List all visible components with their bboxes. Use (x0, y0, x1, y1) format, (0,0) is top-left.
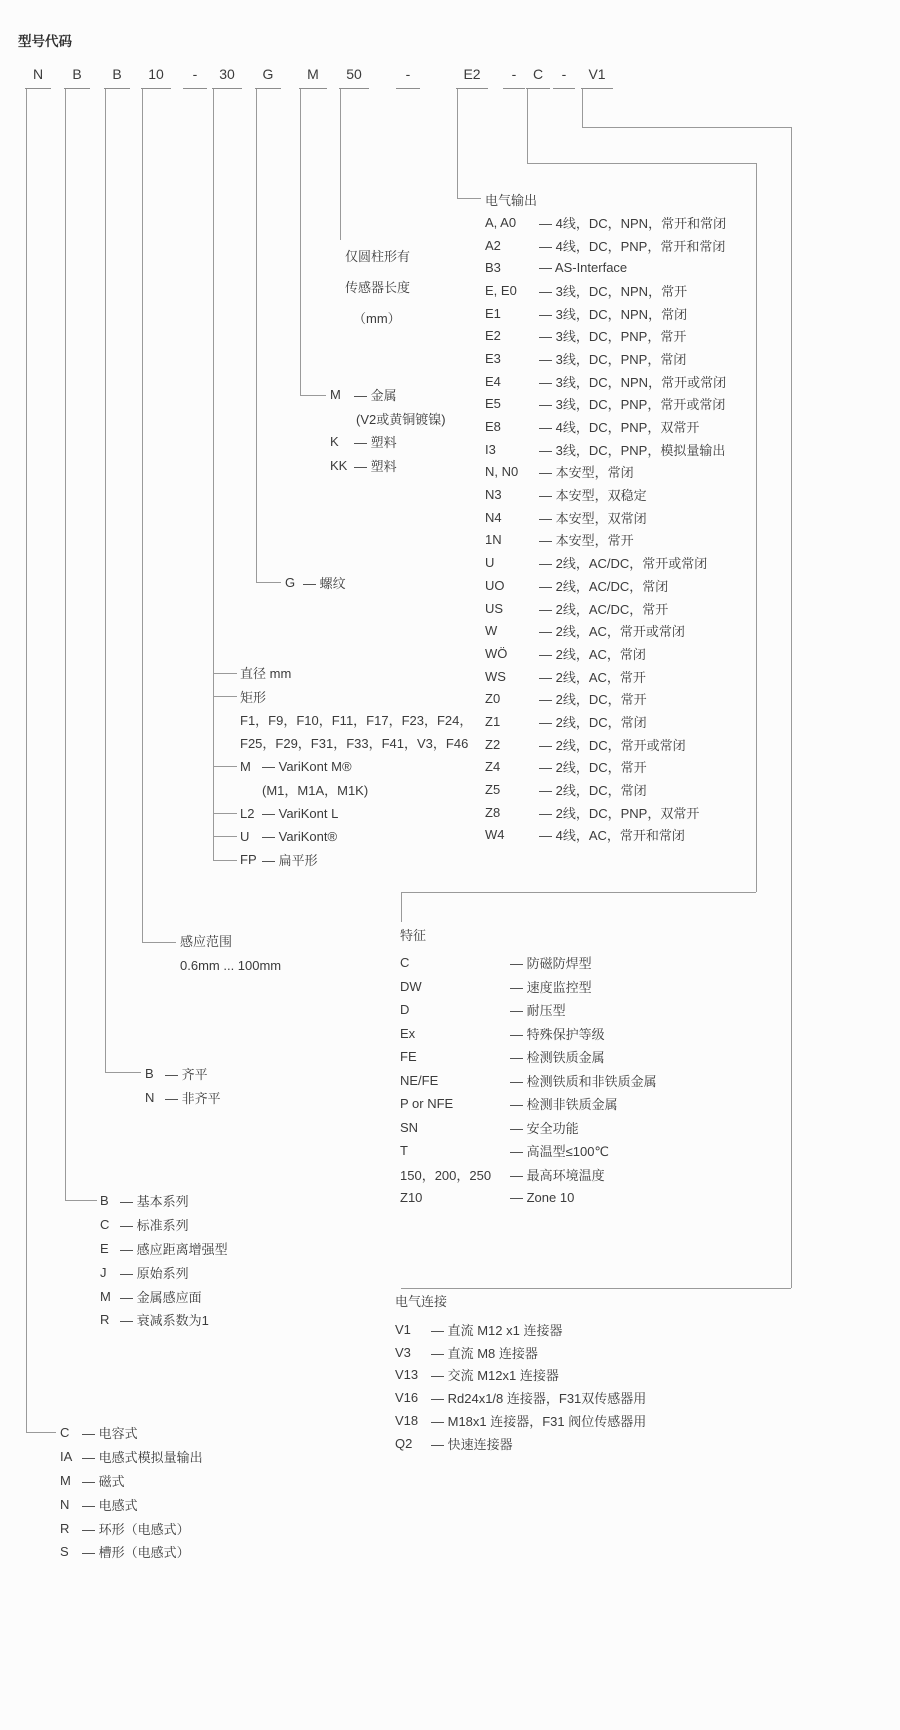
connection-item (395, 1318, 646, 1341)
tick-series (65, 1200, 97, 1201)
feature-item-code: P or NFE (400, 1096, 454, 1112)
connector-length-drop (340, 89, 341, 240)
electrical-output-item (485, 529, 726, 552)
electrical-output-item (485, 506, 726, 529)
tick-mounting (105, 1072, 141, 1073)
connector-feature-stub (401, 892, 402, 922)
sensor-length-line (345, 240, 410, 271)
section-title-electrical-connection: 电气连接 (395, 1294, 448, 1309)
electrical-output-item-code: E, E0 (485, 282, 517, 298)
series-item-code: M (100, 1288, 111, 1304)
series-item-code: R (100, 1312, 110, 1328)
connector-connection-drop (582, 89, 583, 127)
feature-item (400, 1092, 657, 1116)
feature-item-code: C (400, 955, 410, 971)
electrical-output-item-code: E5 (485, 396, 501, 412)
feature-item (400, 1186, 657, 1210)
electrical-output-item (485, 687, 726, 710)
electrical-output-item (485, 597, 726, 620)
thread-item-code: G (285, 575, 296, 591)
material-item-code: K (330, 434, 339, 450)
sensor-type-item-desc: — 槽形（电感式） (82, 1545, 190, 1561)
sensor-type-item (60, 1492, 203, 1516)
code-token-mounting: B (104, 64, 130, 89)
electrical-output-item-code: Z0 (485, 691, 501, 707)
connector-sensor-type-drop (26, 89, 27, 1432)
feature-item-code: Ex (400, 1025, 416, 1041)
sensor-type-item-code: IA (60, 1449, 73, 1465)
connection-item-desc: — Rd24x1/8 连接器，F31双传感器用 (431, 1391, 647, 1407)
sensor-type-item (60, 1445, 203, 1469)
code-token-type: N (25, 64, 51, 89)
housing-item-text: (M1，M1A，M1K) (262, 783, 369, 799)
feature-item-desc: — 最高环境温度 (510, 1167, 605, 1183)
sensor-type-item-code: N (60, 1496, 70, 1512)
electrical-output-item (485, 778, 726, 801)
electrical-output-item (485, 710, 726, 733)
feature-item-code: T (400, 1143, 408, 1159)
electrical-output-item-code: A2 (485, 237, 501, 253)
electrical-output-item (485, 279, 726, 302)
series-item-desc: — 衰减系数为1 (120, 1313, 209, 1329)
electrical-output-item-code: Z4 (485, 759, 501, 775)
electrical-output-item-desc: — 2线，AC，常开或常闭 (539, 624, 685, 640)
code-token-dash-1: - (183, 64, 207, 89)
electrical-output-item-desc: — 2线，AC/DC，常闭 (539, 578, 669, 594)
housing-item-desc: — VariKont M® (262, 758, 352, 774)
connection-item (395, 1432, 646, 1455)
tick-output (457, 198, 481, 199)
housing-item-code: M (240, 758, 251, 774)
electrical-output-item (485, 642, 726, 665)
thread-item-desc: — 螺纹 (303, 576, 346, 592)
electrical-output-item-desc: — AS-Interface (539, 260, 628, 276)
electrical-output-item (485, 733, 726, 756)
connector-mounting-drop (105, 89, 106, 1072)
sensor-type-item-desc: — 电感式模拟量输出 (82, 1450, 203, 1466)
housing-item-code: U (240, 828, 250, 844)
sensor-type-item (60, 1516, 203, 1540)
electrical-output-item (485, 574, 726, 597)
connector-feature-right (756, 163, 757, 892)
electrical-output-item-code: UO (485, 577, 505, 593)
connector-connection-top (582, 127, 791, 128)
electrical-output-item-desc: — 3线，DC，NPN，常开或常闭 (539, 374, 727, 390)
electrical-output-item-code: WS (485, 668, 506, 684)
electrical-output-item (485, 665, 726, 688)
feature-item-code: 150，200，250 (400, 1167, 492, 1183)
electrical-output-item (485, 756, 726, 779)
connection-item (395, 1341, 646, 1364)
electrical-output-item (485, 393, 726, 416)
connector-feature-drop (527, 89, 528, 163)
mounting-item-desc: — 齐平 (165, 1066, 208, 1082)
connection-item (395, 1364, 646, 1387)
tick-housing-u (213, 836, 237, 837)
housing-item (240, 801, 472, 824)
electrical-output-item-code: B3 (485, 260, 501, 276)
electrical-output-item-code: W (485, 623, 498, 639)
electrical-output-item-code: W4 (485, 827, 505, 843)
electrical-output-item-desc: — 2线，DC，常开或常闭 (539, 737, 686, 753)
material-item-text: (V2或黄铜镀镍) (356, 411, 446, 427)
electrical-output-item-desc: — 2线，DC，常闭 (539, 714, 647, 730)
code-token-dash-3: - (503, 64, 525, 89)
electrical-output-item-desc: — 本安型，常闭 (539, 465, 634, 481)
connection-item-desc: — 快速连接器 (431, 1436, 513, 1452)
section-title-electrical-output: 电气输出 (485, 193, 538, 208)
connector-material-drop (300, 89, 301, 395)
tick-range (142, 942, 176, 943)
electrical-output-item (485, 324, 726, 347)
housing-item-text: F25，F29，F31，F33，F41，V3，F46 (240, 736, 469, 752)
material-item (330, 383, 446, 407)
code-token-thread: G (255, 64, 281, 89)
electrical-output-item-desc: — 2线，AC/DC，常开或常闭 (539, 556, 708, 572)
series-item (100, 1189, 228, 1213)
material-item (330, 430, 446, 454)
electrical-output-item (485, 801, 726, 824)
thread-item (285, 571, 346, 595)
electrical-output-item-desc: — 2线，DC，常闭 (539, 783, 647, 799)
feature-item-desc: — 耐压型 (510, 1003, 566, 1019)
tick-material (300, 395, 326, 396)
feature-item (400, 1163, 657, 1187)
feature-item-desc: — 防磁防焊型 (510, 956, 592, 972)
legend-thread (285, 571, 346, 595)
sensor-length-line (345, 271, 410, 302)
legend-mounting (145, 1061, 221, 1109)
mounting-item-code: N (145, 1089, 155, 1105)
series-item-desc: — 金属感应面 (120, 1289, 202, 1305)
feature-item-desc: — 检测铁质金属 (510, 1050, 605, 1066)
electrical-output-item-code: N4 (485, 509, 502, 525)
code-token-dash-4: - (553, 64, 575, 89)
material-item-desc: — 金属 (354, 388, 397, 404)
code-token-range: 10 (141, 64, 171, 89)
electrical-output-item-desc: — 2线，DC，PNP，双常开 (539, 805, 700, 821)
electrical-output-item-code: Z1 (485, 713, 501, 729)
housing-item (240, 848, 472, 871)
code-token-length: 50 (339, 64, 369, 89)
tick-thread (256, 582, 281, 583)
code-token-dash-2: - (396, 64, 420, 89)
code-token-material: M (299, 64, 327, 89)
electrical-output-item-code: Z5 (485, 782, 501, 798)
feature-item-desc: — Zone 10 (510, 1190, 575, 1206)
legend-electrical-connection (395, 1291, 646, 1455)
housing-item-text: 直径 mm (240, 666, 292, 682)
feature-item (400, 951, 657, 975)
electrical-output-item-desc: — 3线，DC，PNP，模拟量输出 (539, 442, 726, 458)
sensor-type-item-desc: — 电感式 (82, 1497, 138, 1513)
feature-item-desc: — 检测非铁质金属 (510, 1097, 618, 1113)
feature-item (400, 998, 657, 1022)
electrical-output-item-desc: — 4线，DC，NPN，常开和常闭 (539, 215, 727, 231)
feature-item-code: D (400, 1002, 410, 1018)
connector-series-drop (65, 89, 66, 1200)
sensor-type-item-desc: — 环形（电感式） (82, 1521, 190, 1537)
legend-sensor-length (345, 240, 410, 333)
electrical-output-item-code: N3 (485, 487, 502, 503)
series-item-desc: — 感应距离增强型 (120, 1241, 228, 1257)
code-token-feature: C (526, 64, 550, 89)
series-item-code: E (100, 1240, 109, 1256)
sensing-range-value: 0.6mm ... 100mm (180, 958, 282, 973)
sensor-type-item (60, 1469, 203, 1493)
series-item-desc: — 标准系列 (120, 1218, 189, 1234)
electrical-output-item-desc: — 3线，DC，PNP，常开或常闭 (539, 397, 726, 413)
feature-item-code: DW (400, 978, 422, 994)
legend-electrical-output (485, 190, 726, 846)
housing-item (240, 684, 472, 707)
electrical-output-item-desc: — 3线，DC，NPN，常开 (539, 283, 688, 299)
connector-thread-drop (256, 89, 257, 582)
page-title: 型号代码 (18, 34, 72, 49)
material-item-code: KK (330, 457, 348, 473)
connector-connection-bottom (401, 1288, 791, 1289)
connection-item-desc: — 直流 M12 x1 连接器 (431, 1322, 563, 1338)
connection-item-code: V3 (395, 1344, 411, 1360)
connection-item-code: Q2 (395, 1435, 413, 1451)
connection-item-desc: — 交流 M12x1 连接器 (431, 1368, 559, 1384)
connection-item-desc: — M18x1 连接器，F31 阀位传感器用 (431, 1414, 647, 1430)
electrical-output-item-code: U (485, 555, 495, 571)
tick-housing-fp (213, 860, 237, 861)
feature-item-desc: — 特殊保护等级 (510, 1026, 605, 1042)
housing-item (240, 731, 472, 754)
mounting-item-code: B (145, 1065, 154, 1081)
feature-item-code: FE (400, 1049, 417, 1065)
tick-housing-m (213, 766, 237, 767)
electrical-output-item-code: 1N (485, 532, 502, 548)
housing-item-text: F1，F9，F10，F11，F17，F23，F24， (240, 712, 473, 728)
electrical-output-item-desc: — 本安型，常开 (539, 533, 634, 549)
connection-item (395, 1409, 646, 1432)
housing-item (240, 755, 472, 778)
electrical-output-item-desc: — 3线，DC，PNP，常闭 (539, 351, 687, 367)
sensor-length-line-text: 仅圆柱形有 (345, 249, 411, 264)
electrical-output-item-code: E3 (485, 350, 501, 366)
electrical-output-item-code: US (485, 600, 504, 616)
legend-material (330, 383, 446, 477)
electrical-output-item (485, 461, 726, 484)
feature-item (400, 1139, 657, 1163)
electrical-output-item (485, 415, 726, 438)
code-token-series: B (64, 64, 90, 89)
electrical-output-item-desc: — 2线，AC，常闭 (539, 646, 646, 662)
sensor-type-item-desc: — 磁式 (82, 1473, 125, 1489)
feature-item (400, 1116, 657, 1140)
mounting-item-desc: — 非齐平 (165, 1090, 221, 1106)
feature-item (400, 1045, 657, 1069)
feature-item-desc: — 速度监控型 (510, 979, 592, 995)
sensor-type-item-code: S (60, 1544, 69, 1560)
connection-item-code: V18 (395, 1413, 419, 1429)
electrical-output-item-code: E4 (485, 373, 501, 389)
mounting-item (145, 1061, 221, 1085)
electrical-output-item-desc: — 4线，DC，PNP，双常开 (539, 420, 700, 436)
sensor-type-item (60, 1540, 203, 1564)
housing-item-code: FP (240, 852, 257, 868)
feature-item-desc: — 高温型≤100℃ (510, 1144, 610, 1160)
connector-feature-top (527, 163, 756, 164)
electrical-output-item-code: E2 (485, 328, 501, 344)
connector-feature-bottom (401, 892, 756, 893)
electrical-output-item-code: A, A0 (485, 214, 517, 230)
housing-item-desc: — VariKont L (262, 805, 339, 821)
series-item (100, 1284, 228, 1308)
electrical-output-item (485, 302, 726, 325)
sensor-type-item-code: R (60, 1520, 70, 1536)
code-token-diameter: 30 (212, 64, 242, 89)
sensor-type-item-desc: — 电容式 (82, 1426, 138, 1442)
material-item (330, 407, 446, 431)
electrical-output-item-desc: — 2线，DC，常开 (539, 692, 647, 708)
section-title-features: 特征 (400, 928, 427, 943)
electrical-output-item-desc: — 本安型，双常闭 (539, 510, 647, 526)
electrical-output-item-code: E8 (485, 419, 501, 435)
legend-series (100, 1189, 228, 1332)
electrical-output-item (485, 211, 726, 234)
legend-housing-style (240, 661, 472, 872)
connector-output-drop (457, 89, 458, 198)
series-item (100, 1213, 228, 1237)
feature-item (400, 1022, 657, 1046)
series-item-code: B (100, 1193, 109, 1209)
electrical-output-item-code: Z8 (485, 804, 501, 820)
housing-item (240, 825, 472, 848)
series-item-desc: — 原始系列 (120, 1265, 189, 1281)
material-item-desc: — 塑料 (354, 435, 397, 451)
electrical-output-item-desc: — 4线，DC，PNP，常开和常闭 (539, 238, 726, 254)
electrical-output-item (485, 256, 726, 279)
electrical-output-item-desc: — 3线，DC，NPN，常闭 (539, 306, 688, 322)
electrical-output-item (485, 347, 726, 370)
electrical-output-item (485, 619, 726, 642)
electrical-output-item-code: E1 (485, 305, 501, 321)
sensor-length-line-text: （mm） (353, 311, 401, 326)
housing-item-desc: — VariKont® (262, 828, 338, 844)
tick-sensor-type (26, 1432, 56, 1433)
housing-item-code: L2 (240, 805, 255, 821)
feature-item-desc: — 安全功能 (510, 1120, 579, 1136)
electrical-output-item (485, 234, 726, 257)
mounting-item (145, 1085, 221, 1109)
electrical-output-item-code: N, N0 (485, 464, 519, 480)
connector-connection-right (791, 127, 792, 1288)
electrical-output-item-desc: — 2线，AC/DC，常开 (539, 601, 669, 617)
electrical-output-item-code: WÖ (485, 645, 508, 661)
housing-item-desc: — 扁平形 (262, 853, 318, 869)
connection-item-code: V1 (395, 1321, 411, 1337)
connector-housing-drop (213, 89, 214, 860)
feature-item (400, 975, 657, 999)
connection-item-desc: — 直流 M8 连接器 (431, 1345, 538, 1361)
electrical-output-item-desc: — 3线，DC，PNP，常开 (539, 329, 687, 345)
series-item (100, 1308, 228, 1332)
sensor-length-line-text: 传感器长度 (345, 280, 411, 295)
electrical-output-item (485, 483, 726, 506)
electrical-output-item-desc: — 本安型，双稳定 (539, 488, 647, 504)
feature-item-code: NE/FE (400, 1072, 439, 1088)
material-item-desc: — 塑料 (354, 458, 397, 474)
electrical-output-item (485, 551, 726, 574)
material-item (330, 454, 446, 478)
feature-item-code: SN (400, 1119, 419, 1135)
electrical-output-item (485, 824, 726, 847)
housing-item-text: 矩形 (240, 689, 267, 705)
sensor-type-item-code: C (60, 1425, 70, 1441)
series-item (100, 1260, 228, 1284)
connection-item (395, 1386, 646, 1409)
electrical-output-item-desc: — 4线，AC，常开和常闭 (539, 828, 685, 844)
connector-range-drop (142, 89, 143, 942)
tick-housing-l2 (213, 813, 237, 814)
electrical-output-item (485, 438, 726, 461)
feature-item-code: Z10 (400, 1190, 423, 1206)
electrical-output-item-code: I3 (485, 441, 496, 457)
section-title-sensing-range: 感应范围 (180, 934, 233, 949)
legend-sensing-range (180, 931, 281, 973)
series-item-desc: — 基本系列 (120, 1194, 189, 1210)
housing-item (240, 708, 472, 731)
electrical-output-item-code: Z2 (485, 736, 501, 752)
tick-housing-rect (213, 696, 237, 697)
sensor-type-item (60, 1421, 203, 1445)
connection-item-code: V13 (395, 1367, 419, 1383)
legend-features (400, 925, 657, 1210)
code-token-output: E2 (456, 64, 488, 89)
sensor-type-item-code: M (60, 1472, 71, 1488)
electrical-output-item-desc: — 2线，DC，常开 (539, 760, 647, 776)
series-item (100, 1237, 228, 1261)
electrical-output-item-desc: — 2线，AC，常开 (539, 669, 646, 685)
series-item-code: C (100, 1217, 110, 1233)
series-item-code: J (100, 1264, 107, 1280)
tick-housing-diameter (213, 673, 237, 674)
sensor-length-line (345, 302, 410, 333)
housing-item (240, 661, 472, 684)
feature-item-desc: — 检测铁质和非铁质金属 (510, 1073, 657, 1089)
material-item-code: M (330, 387, 341, 403)
electrical-output-item (485, 370, 726, 393)
legend-sensor-type (60, 1421, 203, 1564)
code-token-connection: V1 (581, 64, 613, 89)
housing-item (240, 778, 472, 801)
feature-item (400, 1069, 657, 1093)
connection-item-code: V16 (395, 1390, 419, 1406)
